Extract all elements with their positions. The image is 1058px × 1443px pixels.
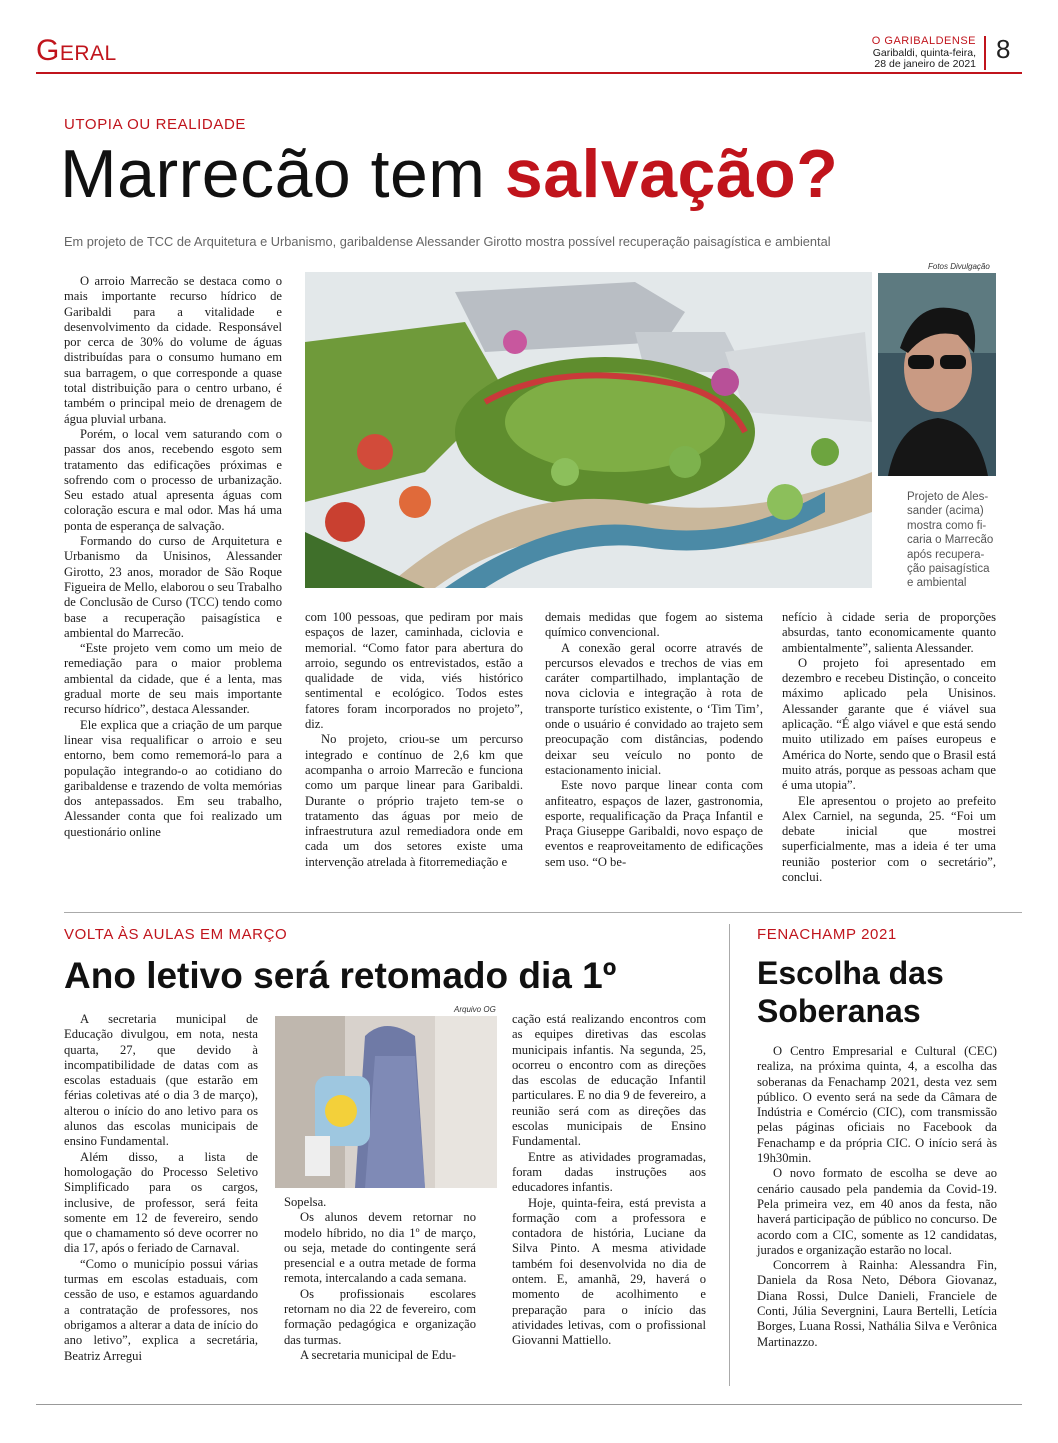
fenachamp-body	[757, 1044, 997, 1350]
page-number-divider	[984, 36, 986, 70]
paper-name: O GARIBALDENSE	[871, 35, 976, 47]
paragraph: com 100 pessoas, que pediram por mais espaços de lazer, caminhada, ciclovia e memorial. “Como fator para abertura do arroio, segundo os entrevistados, estão a qualidade de vida, viés histórico sentimental e ecológico. Todos estes fatores foram incorporados no projeto”, diz.	[305, 610, 523, 732]
paragraph: Este novo parque linear conta com anfiteatro, espaços de lazer, gastronomia, esporte, requalificação da Praça Infantil e Praça Giuseppe Garibaldi, novo espaço de eventos e reaproveitamento de edificações sem uso. “O be-	[545, 778, 763, 869]
paragraph: A secretaria municipal de Edu-	[300, 1347, 456, 1362]
caption-line: Projeto de Ales-	[907, 491, 989, 503]
paragraph: A secretaria municipal de Educação divulgou, em nota, nesta quarta, 27, que devido à incompatibilidade de datas com as escolas estaduais (que estarão em férias coletivas até o dia 3 de março), alterou o início do ano letivo para os alunos das escolas municipais de ensino Fundamental.	[64, 1012, 258, 1149]
main-photo-credit: Fotos Divulgação	[928, 262, 990, 271]
paragraph: nefício à cidade seria de proporções absurdas, tanto economicamente quanto ambientalmente”, salienta Alessander.	[782, 610, 996, 655]
paragraph: Entre as atividades programadas, foram dadas instruções aos educadores infantis.	[512, 1149, 706, 1195]
page-number: 8	[996, 34, 1011, 64]
students-photo	[275, 1016, 497, 1188]
main-col-1	[64, 274, 282, 840]
portrait-svg	[878, 273, 996, 476]
paragraph: No projeto, criou-se um percurso integrado e contínuo de 2,6 km que acompanha o arroio Marrecão e funciona como um parque linear para Garibaldi. Durante o próprio trajeto tem-se o tratamento das águas por meio de infraestrutura azul remediadora onde em cada um dos setores existe uma intervenção atrelada à fitorremediação e	[305, 732, 523, 869]
footer-rule	[36, 1404, 1022, 1405]
place-date: Garibaldi, quinta-feira,	[872, 46, 976, 59]
paragraph: O projeto foi apresentado em dezembro e recebeu Distinção, o conceito máximo aplicado pela Unisinos. Alessander garante que é viável sua aplicação. “É algo viável e que está sendo muito utilizado em países europeus e América do Norte, sendo que o Brasil está muito atrás, porque as pessoas acham que é uma utopia”.	[782, 655, 996, 793]
paragraph: Hoje, quinta-feira, está prevista a formação com a professora e contadora de história, Luciane da Silva Pinto. A mesma atividade também foi desenvolvida no dia de ontem. E, amanhã, 29, haverá o momento de acolhimento e preparação para o início das atividades letivas, com o profissional Giovanni Mattiello.	[512, 1195, 706, 1348]
date: 28 de janeiro de 2021	[874, 58, 976, 70]
caption-line: ção paisagística	[907, 563, 990, 576]
main-col-4	[782, 610, 996, 885]
fenachamp-headline	[757, 954, 944, 1030]
main-caption	[907, 490, 993, 591]
section-label-text: Geral	[36, 34, 117, 67]
masthead-info	[872, 36, 976, 71]
caption-line: e ambiental	[907, 577, 967, 590]
school-col-3	[512, 1012, 706, 1349]
school-col-1	[64, 1012, 258, 1364]
school-photo-credit: Arquivo OG	[454, 1005, 496, 1014]
students-photo-svg	[275, 1016, 497, 1188]
paragraph: O Centro Empresarial e Cultural (CEC) realiza, na próxima quinta, 4, a escolha das soberanas da Fenachamp 2021, desta vez sem público. O evento será na sede da Câmara de Indústria e Comércio (CIC), com transmissão pelas páginas oficiais no Facebook da Fenachamp e da própria CIC. O início será às 19h30min.	[757, 1044, 997, 1166]
portrait-image	[878, 273, 996, 476]
paragraph: Sopelsa.	[284, 1195, 327, 1209]
main-headline-part-a: Marrecão tem	[60, 136, 486, 212]
paragraph: “Como o município possui várias turmas em escolas estaduais, com cessão de uso, e estamos aguardando a contratação de professores, nos obrigamos a alterar a data de início do ano letivo”, explica a secretária, Beatriz Arregui	[64, 1256, 258, 1363]
fenachamp-headline-line-2: Soberanas	[757, 993, 921, 1029]
paragraph: demais medidas que fogem ao sistema químico convencional.	[545, 610, 763, 640]
header-rule	[36, 72, 1022, 74]
fenachamp-kicker: FENACHAMP 2021	[757, 926, 897, 943]
paragraph: O arroio Marrecão se destaca como o mais importante recurso hídrico de Garibaldi para a vitalidade e desenvolvimento da cidade. Responsável por cerca de 30% do volume de águas distribuídas para o consumo humano em sua barragem, o que corresponde a quase total distribuição para o centro urbano, é também o principal meio de drenagem de água pluvial urbana.	[64, 274, 282, 426]
paragraph: Além disso, a lista de homologação do Processo Seletivo Simplificado para os cargos, inclusive, de professor, será feita somente em 12 de fevereiro, sendo que o chamamento só deve ocorrer no dia 17, após o feriado de Carnaval.	[64, 1149, 258, 1256]
caption-line: caria o Marrecão	[907, 534, 994, 547]
school-col-2	[284, 1195, 476, 1363]
paragraph: A conexão geral ocorre através de percursos elevados e trechos de vias em caráter compartilhado, implantação de nova ciclovia e integração à rota de transporte turístico existente, o ‘Tim Tim’, onde o usuário é convidado ao trajeto sem preocupação com distâncias, podendo deixar seu veículo no ponto de estacionamento inicial.	[545, 640, 763, 777]
paragraph: Os profissionais escolares retornam no dia 22 de fevereiro, com formação pedagógica e organização das turmas.	[284, 1286, 476, 1347]
paragraph: Ele explica que a criação de um parque linear visa requalificar o arroio e seu entorno, bem como rememorá-lo para a população integrando-o ao cotidiano do garibaldense e trazendo de volta memórias dos antepassados. Em seu trabalho, Alessander conta que foi realizado um questionário online	[64, 717, 282, 839]
section-label	[36, 34, 117, 68]
paragraph: “Este projeto vem como um meio de remediação para o maior problema ambiental da cidade, que é a lenta, mas gradual morte de seu mais importante recurso hídrico”, destaca Alessander.	[64, 641, 282, 717]
caption-line: sander (acima)	[907, 505, 984, 518]
main-headline-part-b: salvação?	[504, 136, 839, 212]
main-headline	[60, 134, 838, 214]
paragraph: O novo formato de escolha se deve ao cenário causado pela pandemia da Covid-19. Pela primeira vez, em 40 anos da festa, não haverá participação de público no concurso. De acordo com a CIC, somente as 12 candidatas, jurados e organização estarão no local.	[757, 1166, 997, 1257]
park-rendering-svg	[305, 272, 872, 588]
main-col-3	[545, 610, 763, 870]
paragraph: Os alunos devem retornar no modelo híbrido, no dia 1º de março, ou seja, metade do contingente será presencial e a outra metade de forma remota, intercalando a cada semana.	[284, 1210, 476, 1286]
caption-line: mostra como fi-	[907, 519, 987, 532]
main-kicker: UTOPIA OU REALIDADE	[64, 116, 247, 133]
caption-line: após recupera-	[907, 548, 985, 561]
paragraph: Ele apresentou o projeto ao prefeito Alex Carniel, na segunda, 25. “Foi um debate inicial que mostrei superficialmente, mas a ideia é ter uma reunião posterior com o secretário”, conclui.	[782, 793, 996, 885]
paragraph: Concorrem à Rainha: Alessandra Fin, Daniela da Rosa Neto, Débora Giovanaz, Diana Rossi, Dulce Danieli, Franciele de Conti, Júlia Severgnini, Laura Bertelli, Letícia Borges, Luana Rossi, Nathália Silva e Verônica Martinazzo.	[757, 1258, 997, 1349]
park-rendering-image	[305, 272, 872, 588]
fenachamp-headline-line-1: Escolha das	[757, 955, 944, 991]
paragraph: Porém, o local vem saturando com o passar dos anos, recebendo esgoto sem tratamento das edificações próximas e sofrendo com o processo de urbanização. Seu estado atual apresenta águas com coloração escura e mal odor. Mas há uma ponta de esperança de salvação.	[64, 426, 282, 533]
main-col-2	[305, 610, 523, 870]
school-headline: Ano letivo será retomado dia 1º	[64, 955, 617, 996]
column-divider	[729, 924, 730, 1386]
main-subheadline: Em projeto de TCC de Arquitetura e Urbanismo, garibaldense Alessander Girotto mostra possível recuperação paisagística e ambiental	[64, 234, 831, 249]
school-kicker: VOLTA ÀS AULAS EM MARÇO	[64, 926, 288, 943]
paragraph: cação está realizando encontros com as equipes diretivas das escolas municipais infantis. Na segunda, 25, ocorreu o encontro com as direções das escolas de educação Infantil particulares. E no dia 9 de fevereiro, a reunião será com as direções das escolas municipais de Ensino Fundamental.	[512, 1012, 706, 1149]
paragraph: Formando do curso de Arquitetura e Urbanismo da Unisinos, Alessander Girotto, 23 anos, morador de São Roque Figueira de Mello, elaborou o seu Trabalho de Conclusão de Curso (TCC) tendo como base a recuperação paisagística e ambiental do Marrecão.	[64, 534, 282, 640]
article-divider	[64, 912, 1022, 913]
